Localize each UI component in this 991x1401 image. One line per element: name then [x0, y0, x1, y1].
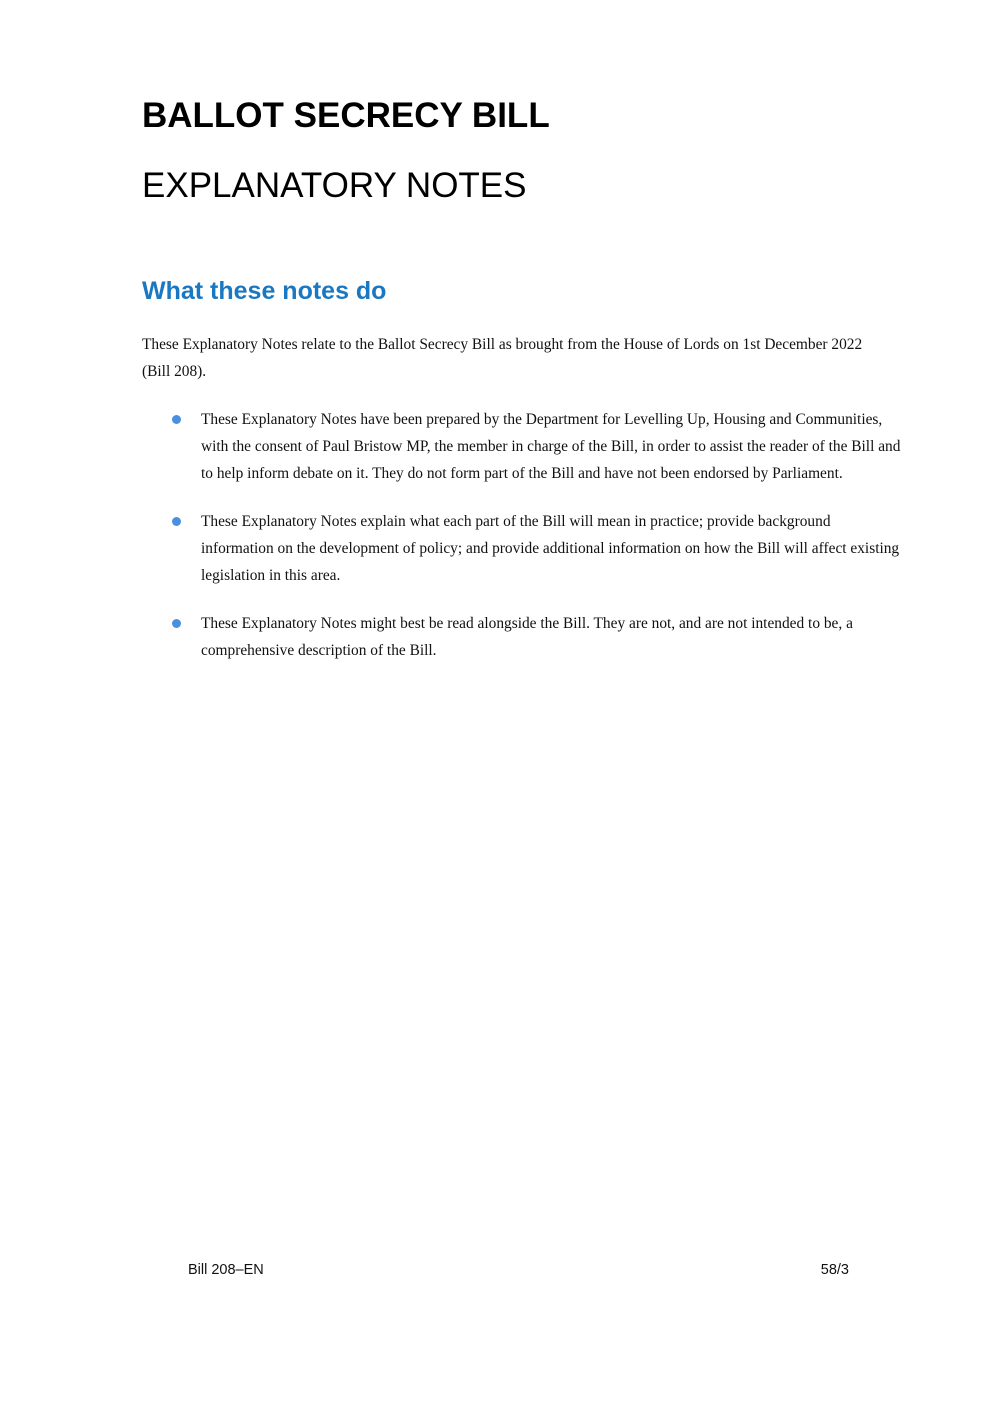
intro-paragraph: These Explanatory Notes relate to the Ballot Secrecy Bill as brought from the House of Lords on 1st December 2022 (Bill 208).: [142, 336, 863, 380]
list-item: [142, 508, 902, 589]
footer-page-code: 58/3: [820, 1262, 849, 1278]
bullet-text: These Explanatory Notes might best be read alongside the Bill. They are not, and are not intended to be, a comprehensive description of the Bill.: [201, 615, 853, 659]
list-item: [142, 610, 902, 664]
bullet-list: [142, 406, 902, 685]
bullet-text: These Explanatory Notes have been prepared by the Department for Levelling Up, Housing and Communities, with the consent of Paul Bristow MP, the member in charge of the Bill, in order to assist the reader of the Bill and to help inform debate on it. They do not form part of the Bill and have not been endorsed by Parliament.: [201, 411, 901, 482]
document-subtitle: EXPLANATORY NOTES: [142, 166, 527, 205]
bullet-icon: [172, 619, 181, 628]
footer-bill-reference: Bill 208–EN: [188, 1262, 264, 1278]
bullet-icon: [172, 415, 181, 424]
bullet-icon: [172, 517, 181, 526]
section-heading: What these notes do: [142, 277, 387, 305]
document-title: BALLOT SECRECY BILL: [142, 96, 550, 135]
bullet-text: These Explanatory Notes explain what each part of the Bill will mean in practice; provide background information on the development of policy; and provide additional information on how the Bill will affect existing legislation in this area.: [201, 513, 900, 584]
list-item: [142, 406, 902, 487]
